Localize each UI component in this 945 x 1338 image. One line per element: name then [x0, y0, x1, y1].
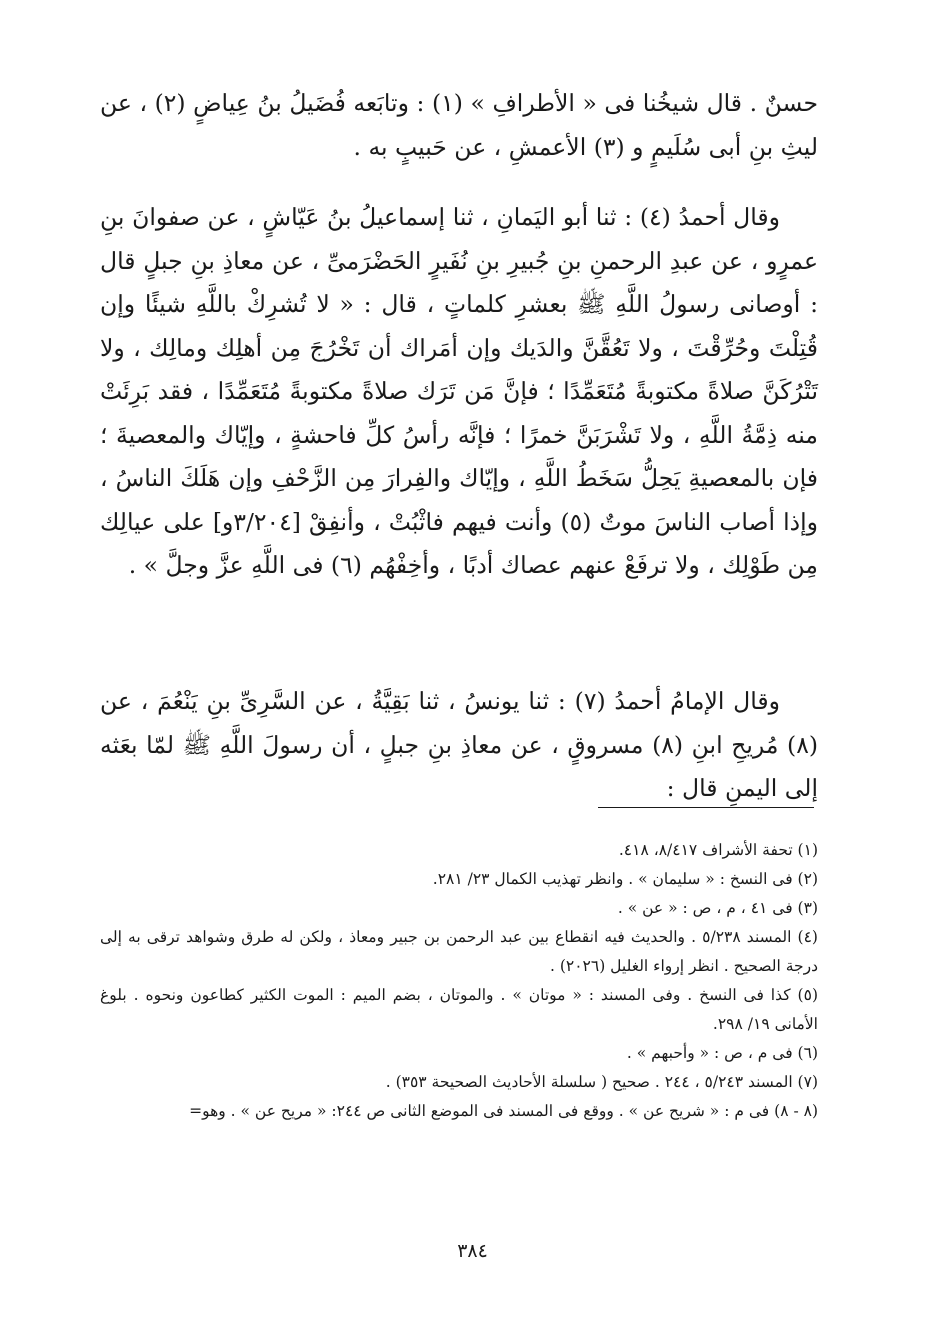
footnotes-list — [100, 836, 818, 1126]
footnote-5: (٥) كذا فى النسخ . وفى المسند : « موتان » . والموتان ، بضم الميم : الموت الكثير كطاعون ونحوه . بلوغ الأمانى ١٩/ ٢٩٨. — [100, 986, 818, 1033]
footnote-1: (١) تحفة الأشراف ٨/٤١٧، ٤١٨. — [618, 841, 818, 859]
page-number: ٣٨٤ — [457, 1240, 488, 1262]
footnote-4: (٤) المسند ٥/٢٣٨ . والحديث فيه انقطاع بين عبد الرحمن بن جبير ومعاذ ، ولكن له طرق وشواهد ترقى به إلى درجة الصحيح . انظر إرواء الغليل (٢٠٢٦) . — [100, 928, 818, 975]
body-paragraph-2: وقال أحمدُ (٤) : ثنا أبو اليَمانِ ، ثنا إسماعيلُ بنُ عَيّاشٍ ، عن صفوانَ بنِ عمرٍو ، عن عبدِ الرحمنِ بنِ جُبيرِ بنِ نُفَيرٍ الحَضْرَمىِّ ، عن معاذِ بنِ جبلٍ قال : أوصانى رسولُ اللَّهِ ﷺ بعشرِ كلماتٍ ، قال : « لا تُشرِكْ باللَّهِ شيئًا وإن قُتِلْتَ وحُرِّقْتَ ، ولا تَعُقَّنَّ والدَيك وإن أمَراك أن تَخْرُجَ مِن أهلِك ومالِك ، ولا تَتْرُكَنَّ صلاةً مكتوبةً مُتَعَمِّدًا ؛ فإنَّ مَن تَرَك صلاةً مكتوبةً مُتَعَمِّدًا ، فقد بَرِئَتْ منه ذِمَّةُ اللَّهِ ، ولا تَشْرَبَنَّ خمرًا ؛ فإنَّه رأسُ كلِّ فاحشةٍ ، وإيّاك والمعصيةَ ؛ فإن بالمعصيةِ يَحِلُّ سَخَطُ اللَّهِ ، وإيّاك والفِرارَ مِن الزَّحْفِ وإن هَلَكَ الناسُ ، وإذا أصاب الناسَ موتٌ (٥) وأنت فيهم فاثْبُتْ ، وأنفِقْ [٣/٢٠٤و] على عيالِك مِن طَوْلِك ، ولا ترفَعْ عنهم عصاك أدبًا ، وأخِفْهُم (٦) فى اللَّهِ عزَّ وجلَّ » . — [100, 203, 818, 579]
footnote-2: (٢) فى النسخ : « سليمان » . وانظر تهذيب الكمال ٢٣/ ٢٨١. — [432, 870, 818, 888]
body-paragraph-3: وقال الإمامُ أحمدُ (٧) : ثنا يونسُ ، ثنا بَقِيَّةُ ، عن السَّرِىِّ بنِ يَنْعُمَ ، عن (٨) مُريحِ ابنِ (٨) مسروقٍ ، عن معاذِ بنِ جبلٍ ، أن رسولَ اللَّهِ ﷺ لمّا بعَثه إلى اليمنِ قال : — [100, 687, 819, 802]
body-paragraph-1: حسنٌ . قال شيخُنا فى « الأطرافِ » (١) : وتابَعه فُضَيلُ بنُ عِياضٍ (٢) ، عن ليثِ بنِ أبى سُلَيمٍ و (٣) الأعمشِ ، عن حَبيبٍ به . — [100, 89, 818, 161]
footnote-8: (٨ - ٨) فى م : « شريح عن » . ووقع فى المسند فى الموضع الثانى ص ٢٤٤: « مريح عن » . وهو= — [189, 1102, 818, 1120]
footnote-7: (٧) المسند ٥/٢٤٣ ، ٢٤٤ . صحيح ( سلسلة الأحاديث الصحيحة ٣٥٣) . — [385, 1073, 818, 1091]
footnote-3: (٣) فى ٤١ ، م ، ص : « عن » . — [617, 899, 818, 917]
footnote-separator-rule — [598, 807, 814, 808]
footnote-6: (٦) فى م ، ص : « وأحبهم » . — [626, 1044, 818, 1062]
